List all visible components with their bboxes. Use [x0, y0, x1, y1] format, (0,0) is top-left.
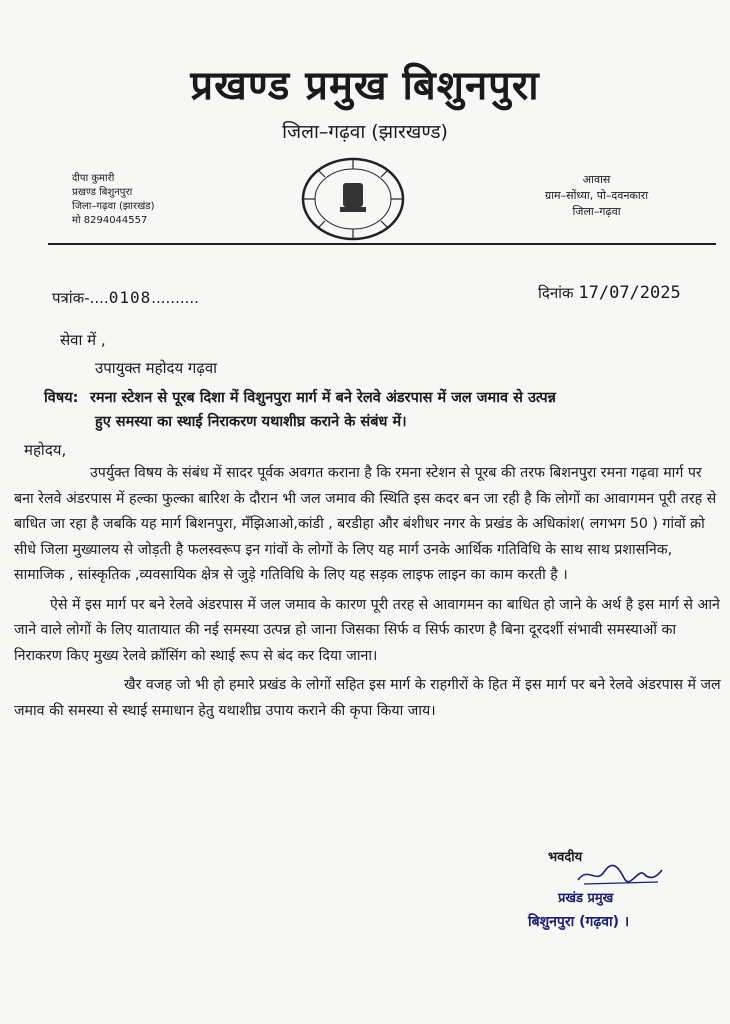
residence-label: आवास — [582, 173, 611, 186]
salutation-to: सेवा में , — [60, 331, 106, 349]
sender-district: जिला–गढ़वा (झारखंड) — [72, 201, 155, 212]
state-emblem-seal-icon — [298, 155, 408, 243]
header-divider — [48, 243, 716, 245]
date-label: दिनांक — [538, 284, 574, 302]
residence-village: ग्राम–सोंध्या, पो–दवनकारा — [545, 189, 649, 202]
valediction: भवदीय — [548, 850, 583, 865]
reference-value: 0108 — [108, 288, 152, 307]
letterhead-district: जिला–गढ़वा (झारखण्ड) — [282, 121, 448, 143]
sender-details — [72, 172, 155, 228]
subject — [44, 386, 694, 434]
subject-line-1: रमना स्टेशन से पूरब दिशा में विशुनपुरा मार्ग में बने रेलवे अंडरपास में जल जमाव से उत्पन्न — [90, 390, 556, 406]
body-paragraph-2: ऐसे में इस मार्ग पर बने रेलवे अंडरपास में जल जमाव के कारण पूरी तरह से आवागमन का बाधित हो जाने के अर्थ है इस मार्ग से आने जाने वाले लोगों के लिए यातायात की नई समस्या उत्पन्न हो जाना जिसका सिर्फ व सिर्फ कारण है बिना दूरदर्शी संभावी समस्याओं का निराकरण किए मुख्य रेलवे क्रॉसिंग को स्थाई रूप से बंद कर दिया जाना। — [14, 596, 720, 664]
handwritten-signature — [574, 862, 664, 888]
letter-date — [538, 283, 681, 303]
letterhead-title: प्रखण्ड प्रमुख बिशुनपुरा — [190, 63, 540, 109]
body-paragraph-1: उपर्युक्त विषय के संबंध में सादर पूर्वक अवगत कराना है कि रमना स्टेशन से पूरब की तरफ बिशनपुरा रमना गढ़वा मार्ग पर बना रेलवे अंडरपास में हल्का फुल्का बारिश के दौरान भी जल जमाव की स्थिति इस कदर बन जा रही है कि लोगों का आवागमन पूरी तरह से बाधित जा रहा है जबकि यह मार्ग बिशनपुरा, मँझिआओ,कांडी , बरडीहा और बंशीधर नगर के प्रखंड के अधिकांश( लगभग 50 ) गांवों क्रो सीधे जिला मुख्यालय से जोड़ती है फलस्वरूप इन गांवों के लोगों के लिए यह मार्ग उनके आर्थिक गतिविधि के साथ साथ प्रशासनिक, सामाजिक , सांस्कृतिक ,व्यवसायिक क्षेत्र से जुड़े गतिविधि के लिए यह सड़क लाइफ लाइन का काम करती है । — [14, 465, 717, 583]
sender-block: प्रखण्ड बिशुनपुरा — [72, 187, 133, 198]
greeting: महोदय, — [24, 441, 67, 459]
signatory-designation: प्रखंड प्रमुख — [558, 891, 614, 906]
sender-name: दीपा कुमारी — [72, 173, 115, 184]
sender-phone: मो 8294044557 — [72, 215, 148, 226]
reference-label: पत्रांक- — [52, 289, 90, 307]
subject-line-2: हुए समस्या का स्थाई निराकरण यथाशीघ्र कराने के संबंध में। — [95, 414, 407, 430]
subject-label: विषय: — [44, 390, 79, 406]
date-value: 17/07/2025 — [578, 283, 681, 303]
reference-number: पत्रांक-....0108.......... — [52, 288, 199, 307]
letter-body — [14, 461, 724, 724]
residence-details — [545, 172, 648, 220]
signatory-location: बिशुनपुरा (गढ़वा) । — [528, 914, 630, 930]
body-paragraph-3: खैर वजह जो भी हो हमारे प्रखंड के लोगों सहित इस मार्ग के राहगीरों के हित में इस मार्ग पर बने रेलवे अंडरपास में जल जमाव की समस्या से स्थाई समाधान हेतु यथाशीघ्र उपाय कराने की कृपा किया जाय। — [14, 677, 721, 719]
addressee: उपायुक्त महोदय गढ़वा — [95, 359, 218, 377]
residence-district: जिला–गढ़वा — [572, 205, 621, 218]
